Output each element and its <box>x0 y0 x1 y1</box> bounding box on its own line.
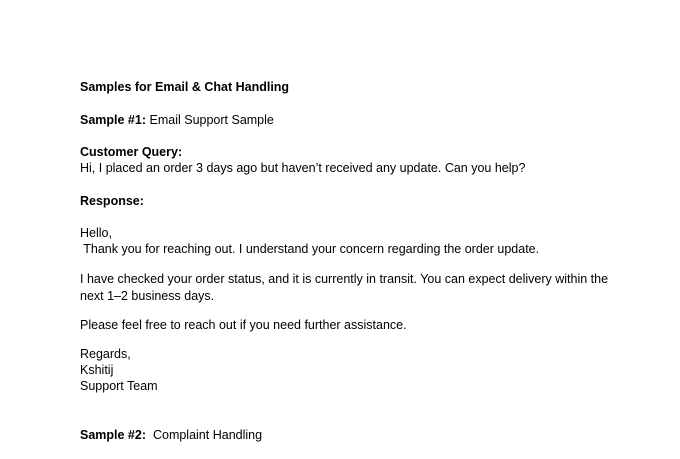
customer-query-text: Hi, I placed an order 3 days ago but haven’t received any update. Can you help? <box>80 161 526 175</box>
response-line-1: Thank you for reaching out. I understand your concern regarding the order update. <box>80 242 540 256</box>
response-closing: Regards, <box>80 347 131 361</box>
response-paragraph-2-line-1: I have checked your order status, and it is currently in transit. You can expect delivery within the <box>80 272 609 286</box>
response-team: Support Team <box>80 379 158 393</box>
sample-2-heading <box>80 427 262 444</box>
document-title: Samples for Email & Chat Handling <box>80 80 290 94</box>
sample-2-name: Complaint Handling <box>146 428 263 442</box>
sample-2-label: Sample #2: <box>80 428 147 442</box>
response-greeting: Hello, <box>80 226 112 240</box>
response-paragraph-3: Please feel free to reach out if you need further assistance. <box>80 318 407 332</box>
sample-1-heading <box>80 112 274 129</box>
sample-1-name: Email Support Sample <box>149 113 274 127</box>
response-heading: Response: <box>80 194 144 208</box>
customer-query-heading: Customer Query: <box>80 145 183 159</box>
response-signer: Kshitij <box>80 363 114 377</box>
response-paragraph-2-line-2: next 1–2 business days. <box>80 289 215 303</box>
sample-1-label: Sample #1: <box>80 113 147 127</box>
